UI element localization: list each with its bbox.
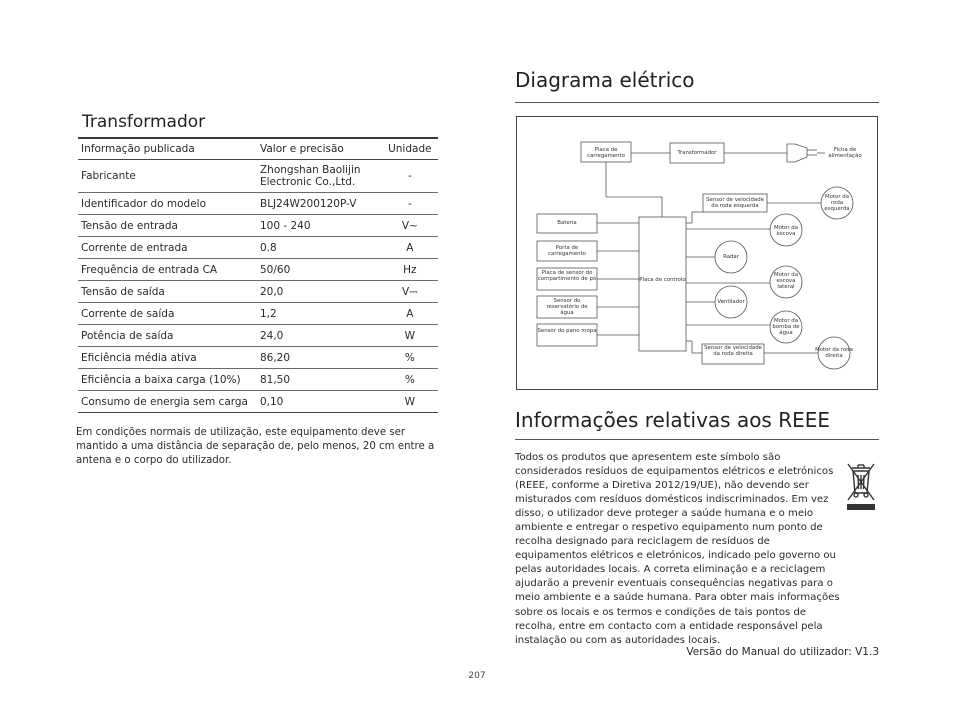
left-speed-sensor-label: Sensor de velocidade da roda esquerda [706,197,764,210]
charging-port-label: Porta de carregamento [548,245,586,258]
table-row [78,237,438,259]
header-value: Valor e precisão [257,138,382,160]
row-label: Corrente de entrada [78,237,257,259]
row-value: Zhongshan Baolijin Electronic Co.,Ltd. [257,160,382,193]
dustbin-sensor-label: Placa de sensor do compartimento de pó [537,270,597,283]
table-row [78,193,438,215]
charging-board-label: Placa de carregamento [587,147,625,160]
row-unit: % [382,369,438,391]
header-info: Informação publicada [78,138,257,160]
right-speed-sensor-label: Sensor de velocidade da roda direita [704,345,762,358]
table-row [78,281,438,303]
weee-title-rule [515,439,879,440]
row-value: 1,2 [257,303,382,325]
page-number: 207 [468,671,486,681]
mop-sensor-label: Sensor do pano mopa [537,328,597,334]
row-unit: % [382,347,438,369]
table-row [78,259,438,281]
row-label: Tensão de entrada [78,215,257,237]
table-header-row [78,138,438,160]
diagram-title-rule [515,102,879,103]
row-label: Frequência de entrada CA [78,259,257,281]
rf-exposure-note: Em condições normais de utilização, este equipamento deve ser mantido a uma distância de separação de, pelo menos, 20 cm entre a antena e o corpo do utilizador. [76,427,435,467]
battery-label: Bateria [557,220,577,226]
table-row [78,391,438,413]
row-unit: V~ [382,215,438,237]
row-value: 50/60 [257,259,382,281]
brush-motor-label: Motor da escova [773,225,799,238]
table-row [78,303,438,325]
pump-motor-label: Motor da bomba de água [772,318,800,337]
row-value: 100 - 240 [257,215,382,237]
row-value: 81,50 [257,369,382,391]
row-label: Eficiência a baixa carga (10%) [78,369,257,391]
spec-table [78,138,438,413]
row-value: 20,0 [257,281,382,303]
row-value: 86,20 [257,347,382,369]
manual-version: Versão do Manual do utilizador: V1.3 [686,646,879,658]
transformer-title: Transformador [82,112,206,132]
row-value: 0.8 [257,237,382,259]
row-value: 24,0 [257,325,382,347]
electrical-diagram [516,116,878,390]
transformer-label: Transformador [677,150,717,156]
row-label: Identificador do modelo [78,193,257,215]
row-label: Tensão de saída [78,281,257,303]
row-unit: A [382,303,438,325]
table-row [78,160,438,193]
row-unit: - [382,193,438,215]
row-label: Fabricante [78,160,257,193]
row-label: Eficiência média ativa [78,347,257,369]
radar-label: Radar [723,254,739,260]
row-value: 0,10 [257,391,382,413]
row-unit: Hz [382,259,438,281]
row-unit: W [382,391,438,413]
weee-title: Informações relativas aos REEE [515,408,831,432]
table-row [78,347,438,369]
row-unit: - [382,160,438,193]
header-unit: Unidade [382,138,438,160]
row-unit: A [382,237,438,259]
row-unit: V⎓ [382,281,438,303]
row-label: Potência de saída [78,325,257,347]
water-tank-sensor-label: Sensor do reservatório de água [546,298,588,317]
right-wheel-motor-label: Motor da roda direita [815,347,853,360]
table-row [78,369,438,391]
diagram-title: Diagrama elétrico [515,68,695,92]
row-label: Corrente de saída [78,303,257,325]
row-label: Consumo de energia sem carga [78,391,257,413]
side-brush-motor-label: Motor da escova lateral [773,272,799,291]
power-plug-label: Ficha de alimentação [828,147,862,160]
table-row [78,215,438,237]
control-board-label: Placa de controlo [639,277,686,283]
table-row [78,325,438,347]
row-value: BLJ24W200120P-V [257,193,382,215]
fan-label: Ventilador [717,299,745,305]
weee-bin-icon [846,460,876,512]
weee-text: Todos os produtos que apresentem este símbolo são considerados resíduos de equipamentos elétricos e eletrónicos (REEE, conforme a Diretiva 2012/19/UE), não devendo ser misturados com resíduos domésticos indiscriminados. Em vez disso, o utilizador deve proteger a saúde humana e o meio ambiente e entregar o respetivo equipamento num ponto de recolha designado para reciclagem de resíduos de equipamentos elétricos e eletrónicos, indicado pelo governo ou pelas autoridades locais. A correta eliminação e a reciclagem ajudarão a prevenir eventuais consequências negativas para o meio ambiente e a saúde humana. Para obter mais informações sobre os locais e os termos e condições de tais pontos de recolha, entre em contacto com a entidade responsável pela instalação ou com as autoridades locais. [515,452,840,646]
row-unit: W [382,325,438,347]
left-wheel-motor-label: Motor da roda esquerda [824,194,850,213]
